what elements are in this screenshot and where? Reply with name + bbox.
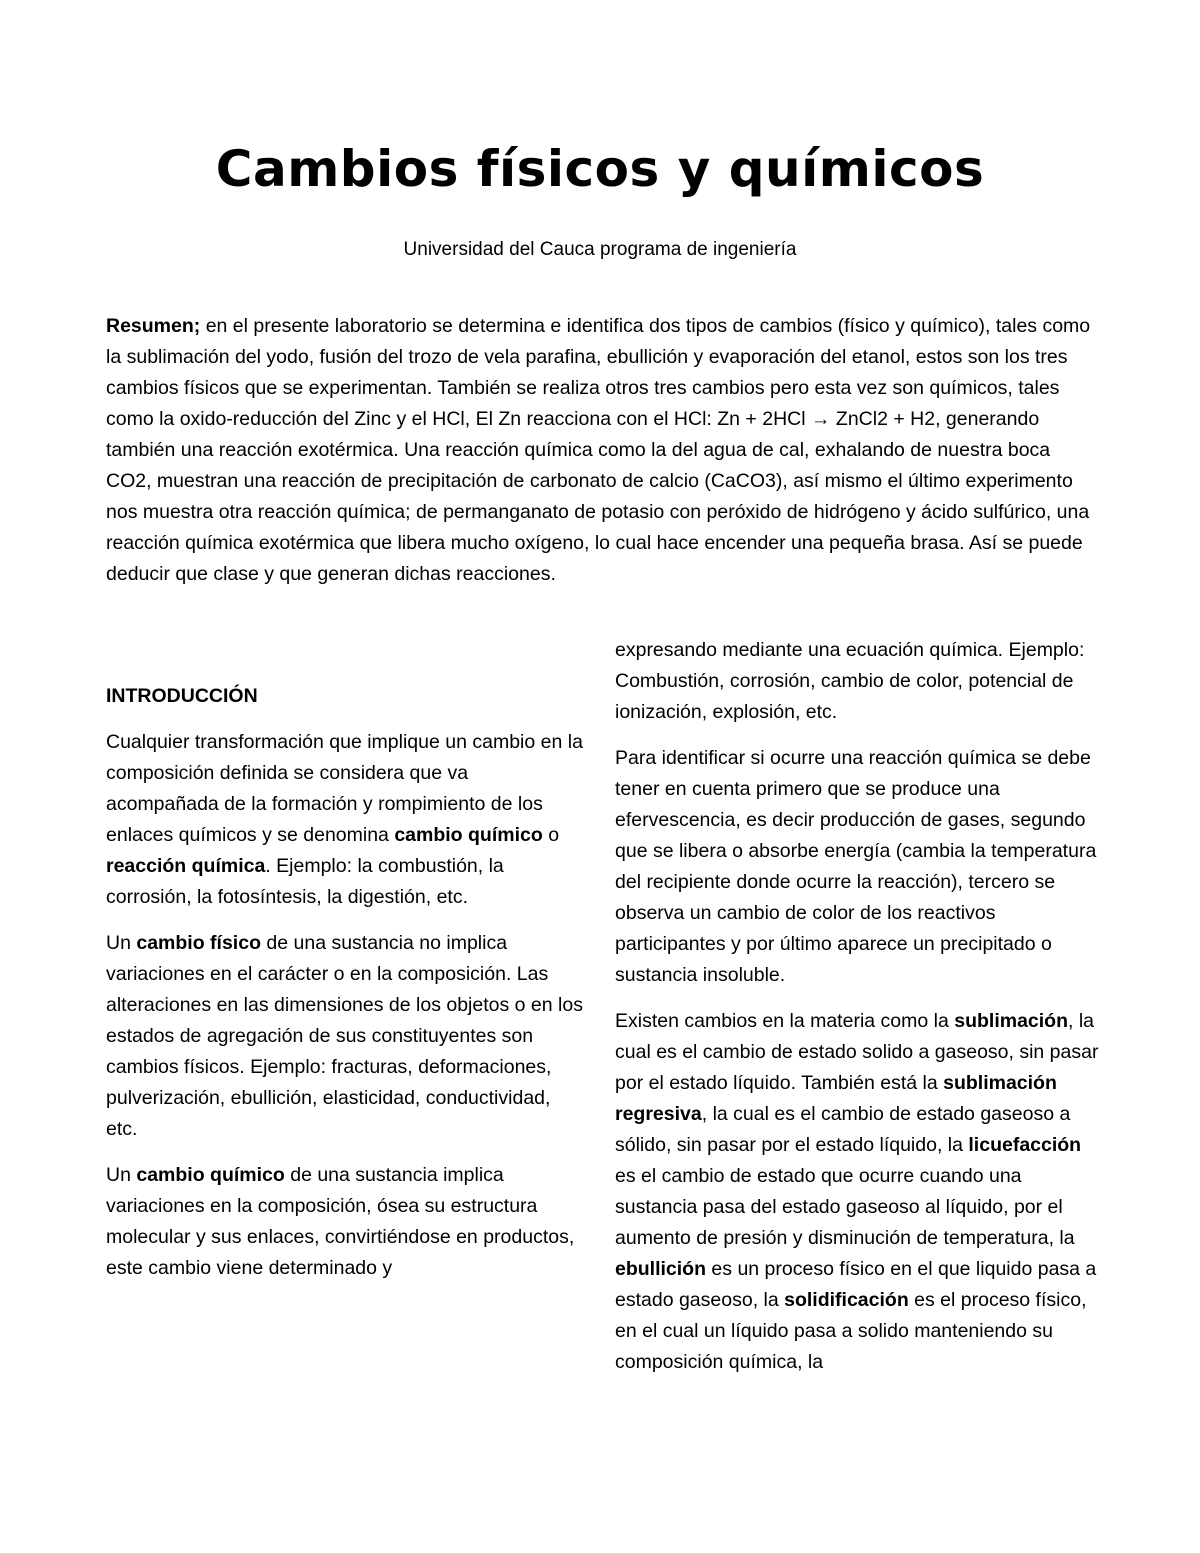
bold-term: reacción química: [106, 855, 266, 877]
text-run: , la cual es el cambio de estado gaseoso a sólido, sin pasar por el estado líquido, la: [615, 1103, 1071, 1156]
bold-term: sublimación: [954, 1010, 1069, 1032]
text-run: . Ejemplo: la combustión, la corrosión, la fotosíntesis, la digestión, etc.: [106, 855, 504, 908]
text-run: Un: [106, 1164, 137, 1186]
bold-term: solidificación: [784, 1289, 909, 1311]
abstract-paragraph: [106, 311, 1096, 590]
text-run: Cualquier transformación que implique un cambio en la composición definida se considera que va acompañada de la formación y rompimiento de los enlaces químicos y se denomina: [106, 731, 583, 846]
bold-term: cambio químico: [394, 824, 543, 846]
text-run: es un proceso físico en el que liquido pasa a estado gaseoso, la: [615, 1258, 1097, 1311]
bold-term: sublimación regresiva: [615, 1072, 1057, 1125]
bold-term: licuefacción: [968, 1134, 1082, 1156]
text-run: de una sustancia no implica variaciones en el carácter o en la composición. Las alteraciones en las dimensiones de los objetos o en los estados de agregación de sus constituyentes son cambios físicos. Ejemplo: fracturas, deformaciones, pulverización, ebullición, elasticidad, conductividad, etc.: [106, 932, 583, 1140]
left-column: [106, 681, 586, 1299]
text-run: , la cual es el cambio de estado solido a gaseoso, sin pasar por el estado líquido. También está la: [615, 1010, 1099, 1094]
abstract-text: en el presente laboratorio se determina e identifica dos tipos de cambios (físico y químico), tales como la sublimación del yodo, fusión del trozo de vela parafina, ebullición y evaporación del etanol, estos son los tres cambios físicos que se experimentan. También se realiza otros tres cambios pero esta vez son químicos, tales como la oxido-reducción del Zinc y el HCl, El Zn reacciona con el HCl: Zn + 2HCl → ZnCl2 + H2, generando también una reacción exotérmica. Una reacción química como la del agua de cal, exhalando de nuestra boca CO2, muestran una reacción de precipitación de carbonato de calcio (CaCO3), así mismo el último experimento nos muestra otra reacción química; de permanganato de potasio con peróxido de hidrógeno y ácido sulfúrico, una reacción química exotérmica que libera mucho oxígeno, lo cual hace encender una pequeña brasa. Así se puede deducir que clase y que generan dichas reacciones.: [106, 315, 1091, 585]
abstract-label: Resumen;: [106, 315, 201, 337]
right-paragraph-2: Para identificar si ocurre una reacción química se debe tener en cuenta primero que se produce una efervescencia, es decir producción de gases, segundo que se libera o absorbe energía (cambia la temperatura del recipiente donde ocurre la reacción), tercero se observa un cambio de color de los reactivos participantes y por último aparece un precipitado o sustancia insoluble.: [615, 747, 1097, 986]
right-column: [615, 635, 1100, 1393]
intro-paragraph-2: [106, 928, 586, 1145]
right-paragraph-1: expresando mediante una ecuación química. Ejemplo: Combustión, corrosión, cambio de color, potencial de ionización, explosión, etc.: [615, 639, 1085, 723]
right-paragraph-3: [615, 1006, 1100, 1378]
text-run: Existen cambios en la materia como la: [615, 1010, 955, 1032]
text-run: o: [542, 824, 560, 846]
introduction-heading: INTRODUCCIÓN: [106, 685, 258, 707]
bold-term: cambio físico: [136, 932, 261, 954]
text-run: es el cambio de estado que ocurre cuando una sustancia pasa del estado gaseoso al líquido, por el aumento de presión y disminución de temperatura, la: [615, 1165, 1075, 1249]
text-run: es el proceso físico, en el cual un líquido pasa a solido manteniendo su composición química, la: [615, 1289, 1087, 1373]
intro-paragraph-3: [106, 1160, 586, 1284]
text-run: Un: [106, 932, 137, 954]
intro-paragraph-1: [106, 727, 586, 913]
bold-term: cambio químico: [136, 1164, 285, 1186]
text-run: de una sustancia implica variaciones en la composición, ósea su estructura molecular y sus enlaces, convirtiéndose en productos, este cambio viene determinado y: [106, 1164, 575, 1279]
bold-term: ebullición: [615, 1258, 707, 1280]
document-title: Cambios físicos y químicos: [215, 140, 985, 198]
document-subtitle: Universidad del Cauca programa de ingeniería: [403, 239, 797, 260]
